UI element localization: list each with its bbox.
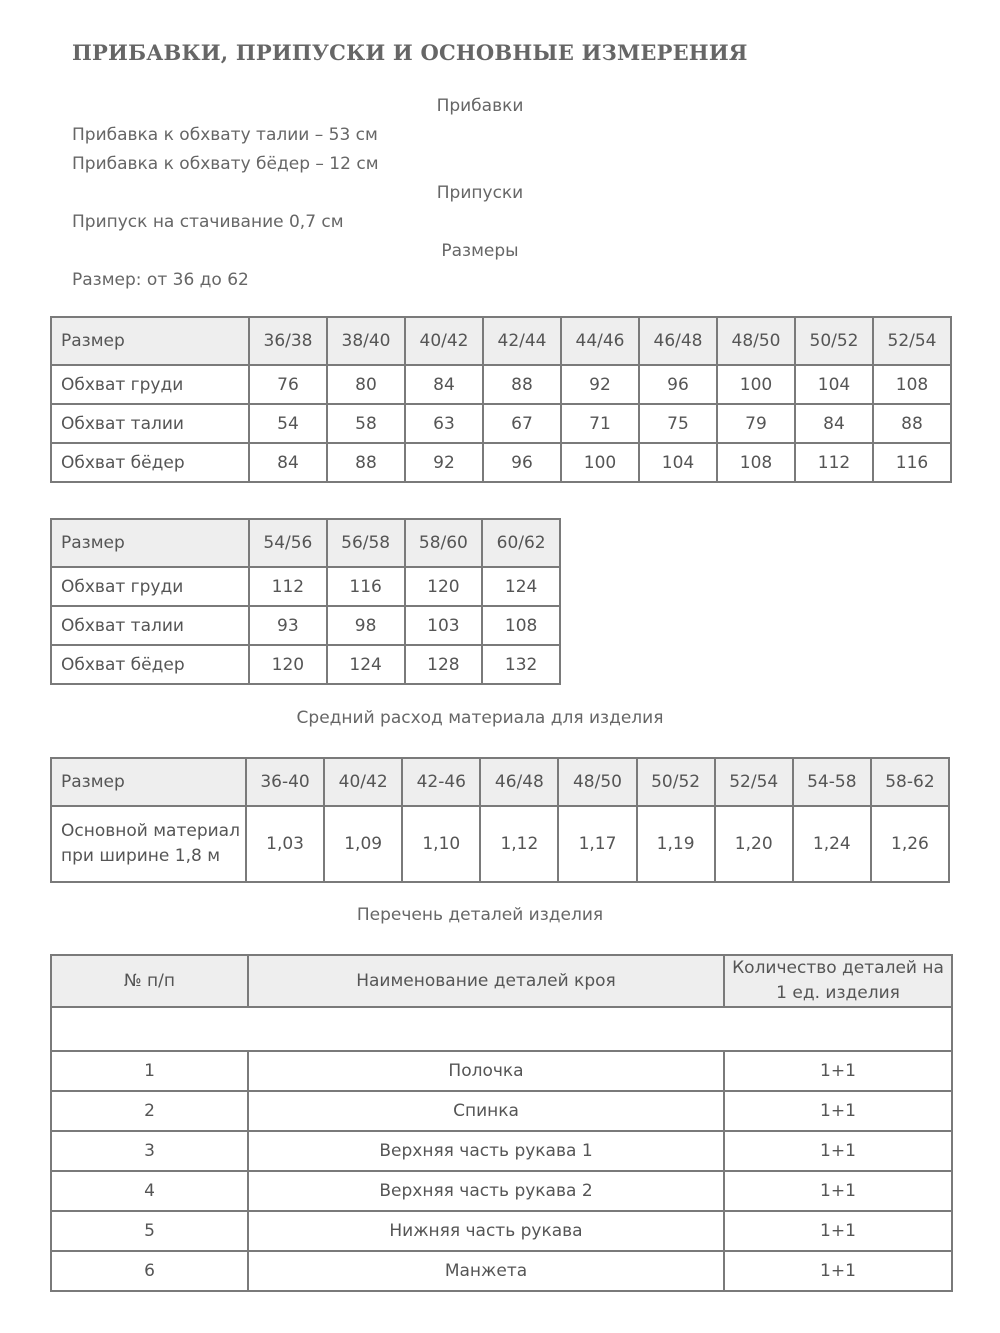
row-label: Обхват бёдер bbox=[51, 645, 249, 684]
table-row-empty bbox=[51, 1007, 952, 1051]
size-column: 40/42 bbox=[405, 317, 483, 365]
size-column: 44/46 bbox=[561, 317, 639, 365]
page-title: ПРИБАВКИ, ПРИПУСКИ И ОСНОВНЫЕ ИЗМЕРЕНИЯ bbox=[72, 40, 748, 65]
table-row bbox=[51, 645, 560, 684]
row-label: Обхват талии bbox=[51, 404, 249, 443]
cell: 5 bbox=[51, 1211, 248, 1251]
cell: 116 bbox=[873, 443, 951, 482]
empty-cell bbox=[51, 1007, 952, 1051]
cell: 103 bbox=[405, 606, 483, 645]
cell: 1 bbox=[51, 1051, 248, 1091]
col-header-num: № п/п bbox=[51, 955, 248, 1007]
table-row bbox=[51, 1171, 952, 1211]
size-column: 38/40 bbox=[327, 317, 405, 365]
cell: 112 bbox=[249, 567, 327, 606]
size-range: Размер: от 36 до 62 bbox=[72, 270, 249, 290]
cell: 75 bbox=[639, 404, 717, 443]
size-header-cell: Размер bbox=[51, 519, 249, 567]
table-header-row bbox=[51, 758, 949, 806]
cell: 1+1 bbox=[724, 1251, 952, 1291]
row-label: Обхват груди bbox=[51, 567, 249, 606]
size-column: 58/60 bbox=[405, 519, 483, 567]
cell: 1,26 bbox=[871, 806, 949, 882]
cell: 92 bbox=[561, 365, 639, 404]
cell: 128 bbox=[405, 645, 483, 684]
size-column: 40/42 bbox=[324, 758, 402, 806]
cell: 76 bbox=[249, 365, 327, 404]
cell: 1+1 bbox=[724, 1171, 952, 1211]
cell: 6 bbox=[51, 1251, 248, 1291]
cell: 100 bbox=[561, 443, 639, 482]
size-table-1 bbox=[50, 316, 952, 483]
size-column: 56/58 bbox=[327, 519, 405, 567]
cell: 96 bbox=[639, 365, 717, 404]
size-column: 42-46 bbox=[402, 758, 480, 806]
cell: 1+1 bbox=[724, 1211, 952, 1251]
cell: 80 bbox=[327, 365, 405, 404]
cell: 4 bbox=[51, 1171, 248, 1211]
cell: Нижняя часть рукава bbox=[248, 1211, 724, 1251]
table-row bbox=[51, 1051, 952, 1091]
cell: 1,17 bbox=[558, 806, 636, 882]
table-row bbox=[51, 806, 949, 882]
cell: Спинка bbox=[248, 1091, 724, 1131]
allowance-hips: Прибавка к обхвату бёдер – 12 см bbox=[72, 154, 379, 174]
cell: 120 bbox=[405, 567, 483, 606]
table-row bbox=[51, 1251, 952, 1291]
cell: 108 bbox=[717, 443, 795, 482]
cell: Полочка bbox=[248, 1051, 724, 1091]
size-column: 58-62 bbox=[871, 758, 949, 806]
size-column: 48/50 bbox=[558, 758, 636, 806]
table-header-row bbox=[51, 955, 952, 1007]
allowances-heading: Прибавки bbox=[436, 96, 524, 116]
cell: 92 bbox=[405, 443, 483, 482]
size-column: 52/54 bbox=[873, 317, 951, 365]
seam-allowance: Припуск на стачивание 0,7 см bbox=[72, 212, 344, 232]
cell: 54 bbox=[249, 404, 327, 443]
cell: 79 bbox=[717, 404, 795, 443]
col-header-name: Наименование деталей кроя bbox=[248, 955, 724, 1007]
cell: 124 bbox=[327, 645, 405, 684]
cell: 1,24 bbox=[793, 806, 871, 882]
cell: 132 bbox=[482, 645, 560, 684]
row-label: Обхват талии bbox=[51, 606, 249, 645]
cell: 120 bbox=[249, 645, 327, 684]
cell: 71 bbox=[561, 404, 639, 443]
cell: 1+1 bbox=[724, 1091, 952, 1131]
size-column: 46/48 bbox=[639, 317, 717, 365]
cell: 2 bbox=[51, 1091, 248, 1131]
cell: 88 bbox=[873, 404, 951, 443]
size-table-2 bbox=[50, 518, 561, 685]
table-header-row bbox=[51, 317, 951, 365]
cell: 58 bbox=[327, 404, 405, 443]
size-header-cell: Размер bbox=[51, 317, 249, 365]
table-row bbox=[51, 404, 951, 443]
size-column: 36-40 bbox=[246, 758, 324, 806]
cell: 1,10 bbox=[402, 806, 480, 882]
size-column: 36/38 bbox=[249, 317, 327, 365]
cell: Верхняя часть рукава 1 bbox=[248, 1131, 724, 1171]
cell: 1,03 bbox=[246, 806, 324, 882]
table-row bbox=[51, 1091, 952, 1131]
size-column: 50/52 bbox=[795, 317, 873, 365]
cell: 1+1 bbox=[724, 1051, 952, 1091]
table-row bbox=[51, 365, 951, 404]
cell: 88 bbox=[483, 365, 561, 404]
cell: 104 bbox=[795, 365, 873, 404]
row-label: Обхват груди bbox=[51, 365, 249, 404]
table-row bbox=[51, 567, 560, 606]
size-column: 54/56 bbox=[249, 519, 327, 567]
size-column: 60/62 bbox=[482, 519, 560, 567]
cell: 84 bbox=[249, 443, 327, 482]
cell: 67 bbox=[483, 404, 561, 443]
parts-heading: Перечень деталей изделия bbox=[356, 905, 604, 925]
cell: 84 bbox=[795, 404, 873, 443]
allowance-waist: Прибавка к обхвату талии – 53 см bbox=[72, 125, 378, 145]
parts-table bbox=[50, 954, 953, 1292]
table-row bbox=[51, 1211, 952, 1251]
table-row bbox=[51, 1131, 952, 1171]
cell: 1,12 bbox=[480, 806, 558, 882]
size-column: 42/44 bbox=[483, 317, 561, 365]
cell: 1+1 bbox=[724, 1131, 952, 1171]
cell: 1,09 bbox=[324, 806, 402, 882]
cell: 96 bbox=[483, 443, 561, 482]
size-column: 48/50 bbox=[717, 317, 795, 365]
row-label: Обхват бёдер bbox=[51, 443, 249, 482]
cell: 3 bbox=[51, 1131, 248, 1171]
cell: 98 bbox=[327, 606, 405, 645]
cell: 124 bbox=[482, 567, 560, 606]
row-label: Основной материал при ширине 1,8 м bbox=[51, 806, 246, 882]
cell: 116 bbox=[327, 567, 405, 606]
cell: 93 bbox=[249, 606, 327, 645]
material-table bbox=[50, 757, 950, 883]
cell: 112 bbox=[795, 443, 873, 482]
cell: 104 bbox=[639, 443, 717, 482]
size-column: 52/54 bbox=[715, 758, 793, 806]
cell: 108 bbox=[482, 606, 560, 645]
material-heading: Средний расход материала для изделия bbox=[296, 708, 664, 728]
size-header-cell: Размер bbox=[51, 758, 246, 806]
size-column: 54-58 bbox=[793, 758, 871, 806]
cell: Манжета bbox=[248, 1251, 724, 1291]
cell: 100 bbox=[717, 365, 795, 404]
cell: 1,20 bbox=[715, 806, 793, 882]
cell: 1,19 bbox=[637, 806, 715, 882]
size-column: 46/48 bbox=[480, 758, 558, 806]
col-header-qty: Количество деталей на 1 ед. изделия bbox=[724, 955, 952, 1007]
cell: 88 bbox=[327, 443, 405, 482]
table-header-row bbox=[51, 519, 560, 567]
table-row bbox=[51, 606, 560, 645]
table-row bbox=[51, 443, 951, 482]
cell: 63 bbox=[405, 404, 483, 443]
cell: 84 bbox=[405, 365, 483, 404]
sizes-heading: Размеры bbox=[441, 241, 519, 261]
seams-heading: Припуски bbox=[436, 183, 524, 203]
size-column: 50/52 bbox=[637, 758, 715, 806]
cell: 108 bbox=[873, 365, 951, 404]
cell: Верхняя часть рукава 2 bbox=[248, 1171, 724, 1211]
